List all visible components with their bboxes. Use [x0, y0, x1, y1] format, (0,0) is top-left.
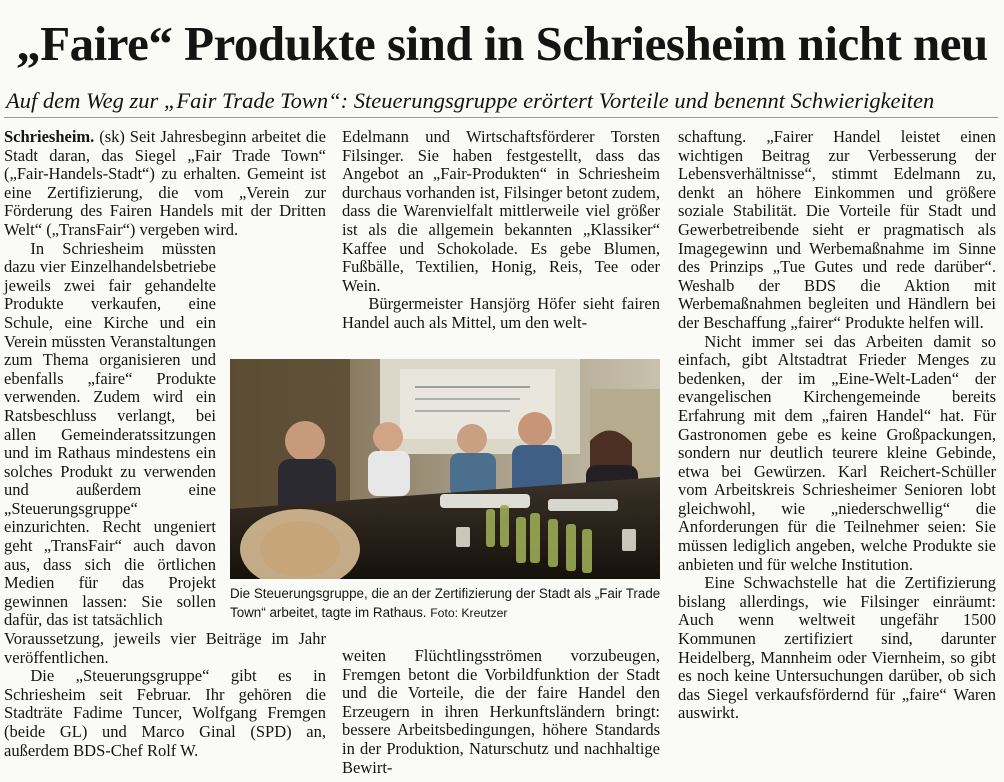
paragraph: Eine Schwachstelle hat die Zertifizierung bislang allerdings, wie Filsinger einräumt: Auch wenn weltweit ungefähr 1500 Kommunen zertifiziert sind, darunter Heidelberg, Mannheim oder Viernheim, so gibt es noch keine Untersuchungen darüber, ob sich das Siegel verkaufsfördernd für „faire“ Waren auswirkt. — [678, 573, 996, 723]
paragraph: Bürgermeister Hansjörg Höfer sieht fairen Handel auch als Mittel, um den welt- — [342, 294, 660, 332]
column-2-bottom — [342, 647, 660, 777]
headline-divider — [4, 117, 998, 118]
article-headline: „Faire“ Produkte sind in Schriesheim nicht neu — [16, 16, 988, 71]
caption-text: Die Steuerungsgruppe, die an der Zertifizierung der Stadt als „Fair Trade Town“ arbeitet, tagte im Rathaus. — [230, 586, 661, 621]
photo-credit: Foto: Kreutzer — [430, 606, 508, 621]
paragraph-wrap-around-photo: In Schriesheim müssten dazu vier Einzelhandelsbetriebe jeweils zwei fair gehandelte Produkte verkaufen, eine Schule, eine Kirche und ein Verein müssten Veranstaltungen zum Thema organisieren und ebenfalls „faire“ Produkte verwenden. Zudem wird ein Ratsbeschluss verlangt, bei allen Gemeinderatssitzungen und im Rathaus mindestens ein solches Produkt zu verwenden und außerdem eine „Steuerungsgruppe“ einzurichten. Recht ungeniert geht „TransFair“ auch davon aus, dass sich die örtlichen Medien für das Projekt gewinnen lassen: Sie sollen dafür, das ist tatsächlich — [4, 238, 216, 630]
paragraph-continuation: schaftung. „Fairer Handel leistet einen wichtigen Beitrag zur Verbesserung der Lebensverhältnisse“, stimmt Edelmann zu, denkt an höhere Einkommen und größere soziale Stabilität. Die Vorteile für Stadt und Gewerbetreibende sieht er pragmatisch als Imagegewinn und Werbemaßnahme im Sinne des Prinzips „Tue Gutes und rede darüber“. Weshalb der BDS die Aktion mit Werbemaßnahmen begleiten und Händlern bei der Beschaffung „fairer“ Produkte helfen will. — [678, 127, 996, 332]
dateline: Schriesheim. — [4, 127, 95, 146]
paragraph: Edelmann und Wirtschaftsförderer Torsten Filsinger. Sie haben festgestellt, dass das Angebot an „Fair-Produkten“ in Schriesheim durchaus vorhanden ist, Filsinger betont zudem, dass die Warenvielfalt mittlerweile viel größer ist als die allgemein bekannten „Klassiker“ Kaffee und Schokolade. Es gebe Blumen, Fußbälle, Textilien, Honig, Reis, Tee oder Wein. — [342, 127, 660, 295]
paragraph: Nicht immer sei das Arbeiten damit so einfach, gibt Altstadtrat Frieder Menges zu bedenken, der im „Eine-Welt-Laden“ der evangelischen Kirchengemeinde bereits Erfahrung mit dem „fairen Handel“ hat. Für Gastronomen gebe es keine Großpackungen, sondern nur deutlich teurere kleine Gebinde, etwa bei Gewürzen. Karl Reichert-Schüller vom Arbeitskreis Schriesheimer Senioren lobt gleichwohl, wie „niederschwellig“ die Anforderungen für die Teilnehmer seien: Sie müssen lediglich angeben, welche Produkte sie anbieten und für welche Institution. — [678, 331, 996, 574]
column-2-top — [342, 128, 660, 333]
photo-caption — [230, 584, 662, 624]
paragraph-continuation: Voraussetzung, jeweils vier Beiträge im Jahr veröffentlichen. — [4, 629, 326, 667]
paragraph-text: (sk) Seit Jahresbeginn arbeitet die Stadt daran, das Siegel „Fair Trade Town“ („Fair-Handels-Stadt“) zu erhalten. Gemeint ist eine Zertifizierung, die vom „Verein zur Förderung des Fairen Handels mit der Dritten Welt“ („TransFair“) vergeben wird. — [4, 127, 326, 239]
meeting-photo-illustration — [230, 359, 660, 579]
paragraph — [4, 128, 326, 240]
paragraph-continuation: weiten Flüchtlingsströmen vorzubeugen, Fremgen betont die Vorbildfunktion der Stadt und die Vorteile, die der faire Handel den Erzeugern in ihren Herkunftsländern bringt: bessere Arbeitsbedingungen, höhere Standards in der Produktion, Naturschutz und nachhaltige Bewirt- — [342, 646, 660, 777]
paragraph: Die „Steuerungsgruppe“ gibt es in Schriesheim seit Februar. Ihr gehören die Stadträte Fadime Tuncer, Wolfgang Fremgen (beide GL) und Marco Ginal (SPD) an, außerdem BDS-Chef Rolf W. — [4, 666, 326, 760]
meeting-photo — [230, 359, 660, 579]
article-subheadline: Auf dem Weg zur „Fair Trade Town“: Steuerungsgruppe erörtert Vorteile und benennt Schwierigkeiten — [6, 88, 935, 113]
column-3 — [678, 128, 996, 723]
